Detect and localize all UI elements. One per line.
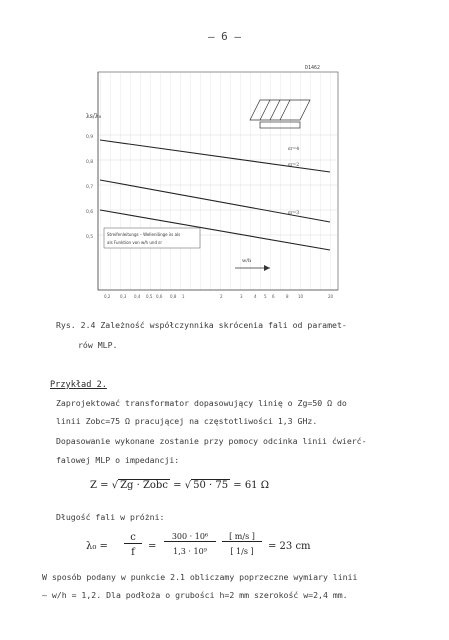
wavelength-chart <box>60 60 360 300</box>
formula2-num1: c <box>124 532 142 544</box>
y-tick: 0,7 <box>86 185 94 190</box>
inset-label <box>104 228 200 248</box>
formula2-unit-den: [ 1/s ] <box>230 547 254 556</box>
x-tick: 4 <box>254 294 257 299</box>
x-tick: 3 <box>240 294 243 299</box>
x-tick: 6 <box>272 294 275 299</box>
x-tick: 0,6 <box>156 294 163 299</box>
curve-label-er2: εr=2 <box>288 163 300 168</box>
example-line-2: linii Zobc=75 Ω pracującej na częstotliwości 1,3 GHz. <box>56 416 318 426</box>
sqrt-symbol: √ <box>111 480 119 491</box>
example-line-6: – w/h = 1,2. Dla podłoża o grubości h=2 mm szerokość w=2,4 mm. <box>42 590 348 600</box>
x-tick: 10 <box>298 294 304 299</box>
inset-line-2: als Funktion von w/h und εr <box>107 240 163 245</box>
x-tick: 0,8 <box>170 294 177 299</box>
corner-label: D1462 <box>305 65 321 71</box>
formula2-den1: f <box>131 547 135 558</box>
formula1-sqrt2: 50 · 75 <box>193 480 229 491</box>
formula2-result: = 23 cm <box>268 541 311 552</box>
x-tick: 8 <box>286 294 289 299</box>
formula1-eq: = <box>173 480 182 491</box>
formula-impedance <box>90 480 269 491</box>
x-tick: 20 <box>328 294 334 299</box>
example-heading: Przykład 2. <box>50 380 107 390</box>
wavelength-label: Długość fali w próżni: <box>56 512 165 522</box>
formula1-lhs: Z = <box>90 480 109 491</box>
curve-label-er4: εr=4 <box>288 147 300 152</box>
x-tick: 0,5 <box>146 294 153 299</box>
formula1-sqrt1: Zg · Zobc <box>120 480 168 491</box>
x-tick: 1 <box>182 294 185 299</box>
figure-caption-line-2: rów MLP. <box>78 340 118 350</box>
x-tick: 0,4 <box>134 294 141 299</box>
y-axis-label: λs/λ₀ <box>86 113 102 120</box>
formula2-eq: = <box>148 541 157 552</box>
formula1-result: = 61 Ω <box>233 480 270 491</box>
y-tick-labels <box>86 134 93 240</box>
page-number: – 6 – <box>207 30 242 43</box>
x-tick: 0,3 <box>120 294 127 299</box>
formula2-lhs: λ₀ = <box>86 541 108 552</box>
example-line-1: Zaprojektować transformator dopasowujący linię o Zg=50 Ω do <box>56 398 347 408</box>
inset-line-1: Streifenleitungs – Wellenlänge λs als <box>107 232 181 237</box>
y-tick: 0,9 <box>86 135 94 140</box>
formula2-den2: 1,3 · 10⁹ <box>173 547 207 556</box>
example-line-5: W sposób podany w punkcie 2.1 obliczamy poprzeczne wymiary linii <box>42 572 358 582</box>
x-tick: 2 <box>220 294 223 299</box>
y-tick: 0,6 <box>86 210 94 215</box>
example-line-4: falowej MLP o impedancji: <box>56 455 180 465</box>
curve-label-er3: εr=3 <box>288 211 300 216</box>
formula2-num2: 300 · 10⁶ <box>164 532 216 542</box>
y-tick: 0,8 <box>86 160 94 165</box>
sqrt-symbol: √ <box>184 480 192 491</box>
y-tick: 0,5 <box>86 235 94 240</box>
x-tick-labels <box>104 294 334 299</box>
x-tick: 5 <box>264 294 267 299</box>
x-tick: 0,2 <box>104 294 111 299</box>
figure-caption-line-1: Rys. 2.4 Zależność współczynnika skrócenia fali od paramet- <box>56 320 347 330</box>
chart-grid <box>98 72 338 290</box>
example-line-3: Dopasowanie wykonane zostanie przy pomocy odcinka linii ćwierć- <box>56 436 367 446</box>
x-axis-label: w/h <box>242 258 252 264</box>
formula2-unit-num: [ m/s ] <box>222 532 262 542</box>
